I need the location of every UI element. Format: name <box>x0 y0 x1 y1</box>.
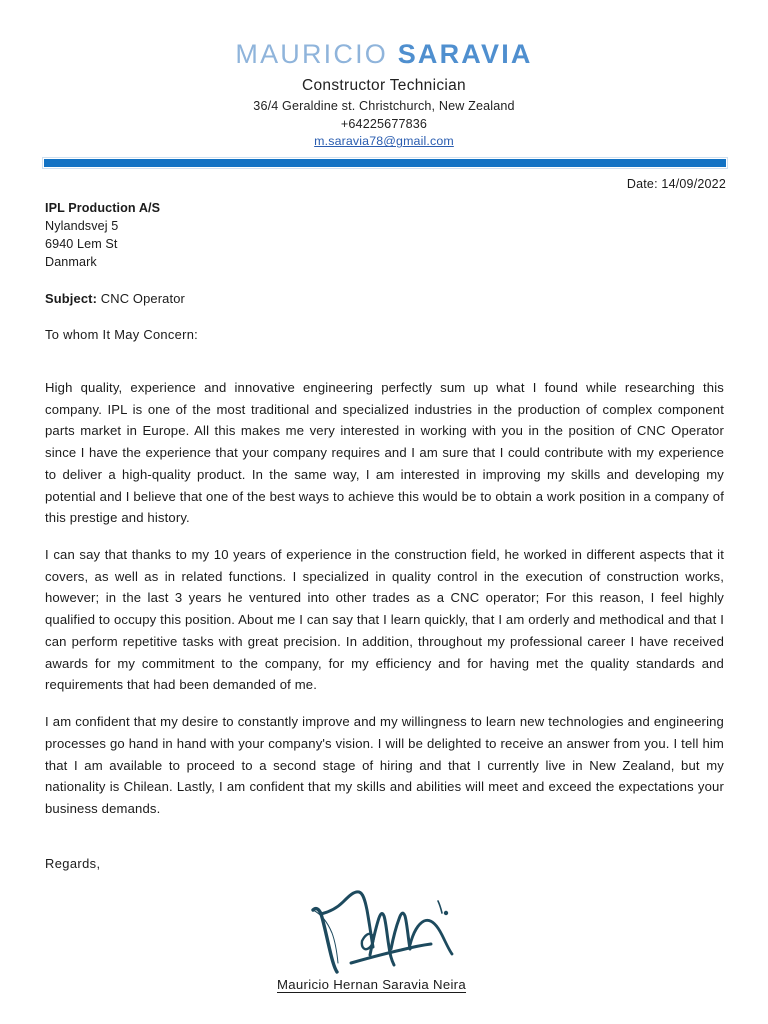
sender-phone: +64225677836 <box>340 117 428 132</box>
body-paragraph: High quality, experience and innovative engineering perfectly sum up what I found while researching this company. IPL is one of the most traditional and specialized industries in the production of complex component parts market in Europe. All this makes me very interested in working with you in the position of CNC Operator since I have the experience that your company requires and I am sure that I could contribute with my experience to deliver a high-quality product. In the same way, I am interested in improving my skills and developing my potential and I believe that one of the best ways to achieve this would be to obtain a work position in a company of this prestige and history. <box>45 379 724 526</box>
sender-name <box>0 40 768 68</box>
sender-email-row <box>0 134 768 148</box>
recipient-company: IPL Production A/S <box>45 201 161 216</box>
handwritten-signature-icon <box>307 883 477 983</box>
salutation: To whom It May Concern: <box>45 326 199 342</box>
sender-email-link[interactable]: m.saravia78@gmail.com <box>314 134 454 149</box>
body-paragraph: I am confident that my desire to constantly improve and my willingness to learn new technologies and engineering processes go hand in hand with your company's vision. I will be delighted to receive an answer from you. I tell him that I am available to proceed to a second stage of hiring and that I currently live in New Zealand, but my nationality is Chilean. Lastly, I am confident that my skills and abilities will meet and exceed the expectations your business demands. <box>45 714 724 817</box>
closing-regards: Regards, <box>45 855 101 871</box>
signature-printed-name: Mauricio Hernan Saravia Neira <box>277 976 467 992</box>
subject-value: CNC Operator <box>100 290 185 306</box>
sender-address: 36/4 Geraldine st. Christchurch, New Zealand <box>253 99 515 114</box>
sender-last-name: SARAVIA <box>397 39 533 69</box>
body-paragraph: I can say that thanks to my 10 years of experience in the construction field, he worked in different aspects that it covers, as well as in related functions. I specialized in quality control in the execution of construction works, however; in the last 3 years he ventured into other trades as a CNC operator; For this reason, I feel highly qualified to occupy this position. About me I can say that I learn quickly, that I am orderly and methodical and that I can perform repetitive tasks with great precision. In addition, throughout my professional career I have received awards for my commitment to the company, for my efficiency and for having met the quality standards and requirements that had been demanded of me. <box>45 546 724 693</box>
recipient-country: Danmark <box>45 254 97 269</box>
subject-line <box>45 291 724 306</box>
subject-label: Subject: <box>45 290 98 306</box>
letter-date: Date: 14/09/2022 <box>626 177 726 192</box>
letter-body <box>0 200 768 994</box>
sender-first-name: MAURICIO <box>235 39 388 69</box>
recipient-street: Nylandsvej 5 <box>45 219 119 234</box>
header-divider-bar <box>44 159 726 167</box>
header-divider <box>42 157 728 169</box>
recipient-address-block <box>45 200 724 272</box>
body-paragraphs <box>45 377 724 820</box>
sender-job-title: Constructor Technician <box>302 77 466 95</box>
signature-area <box>45 877 724 995</box>
recipient-city: 6940 Lem St <box>45 237 118 252</box>
letterhead <box>0 0 768 148</box>
